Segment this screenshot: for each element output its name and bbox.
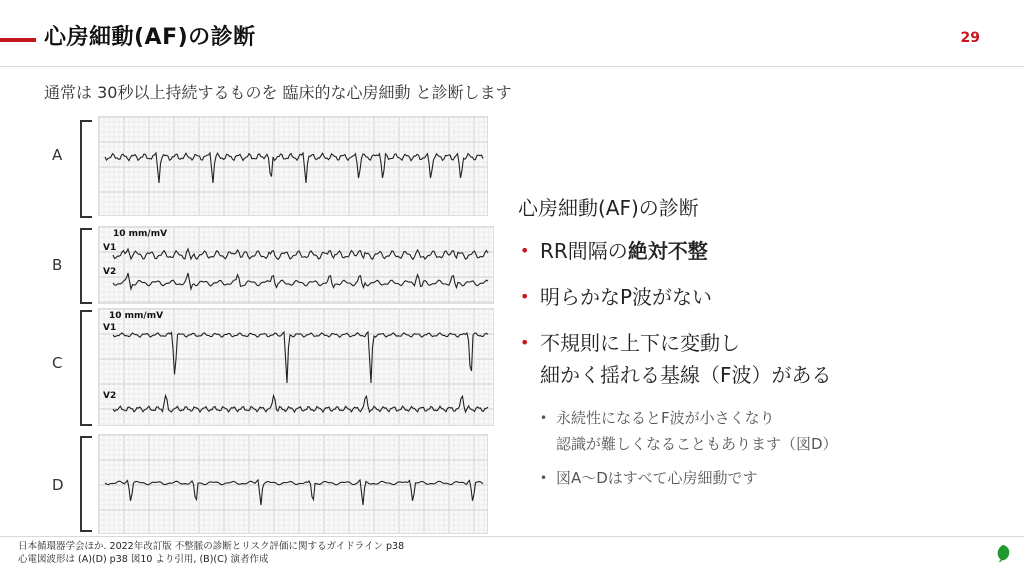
diagnosis-panel: [518, 192, 988, 499]
footnote-line2: 心電図波形は (A)(D) p38 図10 より引用, (B)(C) 演者作成: [18, 554, 269, 565]
bullet-dot-icon: •: [520, 333, 530, 352]
bullet-no-p-wave: [518, 281, 988, 313]
ecg-scale-c: 10 mm/mV: [109, 311, 164, 321]
sub-bullet-permanent-line1: 永続性になるとF波が小さくなり: [556, 409, 775, 427]
bullet-f-wave-line2: 細かく揺れる基線（F波）がある: [540, 363, 832, 387]
sub-bullet-permanent-line2: 認識が難しくなることもあります（図D）: [556, 435, 838, 453]
sub-bullet-dot-icon: •: [540, 471, 548, 485]
slide-subtitle: 通常は 30秒以上持続するものを 臨床的な心房細動 と診断します: [44, 83, 512, 102]
ecg-label-d: D: [52, 476, 64, 494]
ecg-scale-b: 10 mm/mV: [113, 229, 168, 239]
green-leaf-icon: [994, 544, 1012, 562]
ecg-lead-b-v2: V2: [103, 267, 117, 277]
ecg-bracket-b: [80, 228, 92, 304]
ecg-lead-c-v2: V2: [103, 391, 117, 401]
panel-title: 心房細動(AF)の診断: [518, 196, 699, 220]
header-accent-bar: [0, 38, 36, 42]
sub-bullet-all-af-text: 図A〜Dはすべて心房細動です: [556, 469, 758, 487]
ecg-label-a: A: [52, 146, 63, 164]
sub-bullet-dot-icon: •: [540, 411, 548, 425]
ecg-bracket-a: [80, 120, 92, 218]
ecg-bracket-c: [80, 310, 92, 426]
bullet-dot-icon: •: [520, 287, 530, 306]
ecg-label-b: B: [52, 256, 63, 274]
slide-title: 心房細動(AF)の診断: [44, 25, 256, 50]
ecg-grid-svg: [99, 117, 487, 215]
bullet-f-wave: [518, 327, 988, 391]
ecg-lead-b-v1: V1: [103, 243, 117, 253]
bullet-rr-bold: 絶対不整: [627, 239, 708, 263]
bullet-f-wave-line1: 不規則に上下に変動し: [540, 331, 740, 355]
ecg-grid-svg: [99, 309, 493, 425]
header-divider: [0, 66, 1024, 67]
bullet-no-p-wave-text: 明らかなP波がない: [540, 285, 713, 309]
ecg-bracket-d: [80, 436, 92, 532]
footnote-line1: 日本循環器学会ほか. 2022年改訂版 不整脈の診断とリスク評価に関するガイドライン p38: [18, 541, 405, 552]
footer-divider: [0, 536, 1024, 537]
ecg-label-c: C: [52, 354, 63, 372]
page-number: 29: [960, 30, 980, 46]
ecg-strip-a: [98, 116, 488, 216]
ecg-strip-b: [98, 226, 494, 304]
bullet-rr-prefix: RR間隔の: [540, 239, 628, 263]
footnote: [18, 540, 404, 566]
ecg-lead-c-v1: V1: [103, 323, 117, 333]
ecg-strip-c: [98, 308, 494, 426]
ecg-grid-svg: [99, 435, 487, 533]
bullet-dot-icon: •: [520, 241, 530, 260]
ecg-strip-d: [98, 434, 488, 534]
bullet-rr-interval: [518, 235, 988, 267]
sub-bullet-permanent: [518, 405, 988, 457]
sub-bullet-all-af: [518, 465, 988, 491]
